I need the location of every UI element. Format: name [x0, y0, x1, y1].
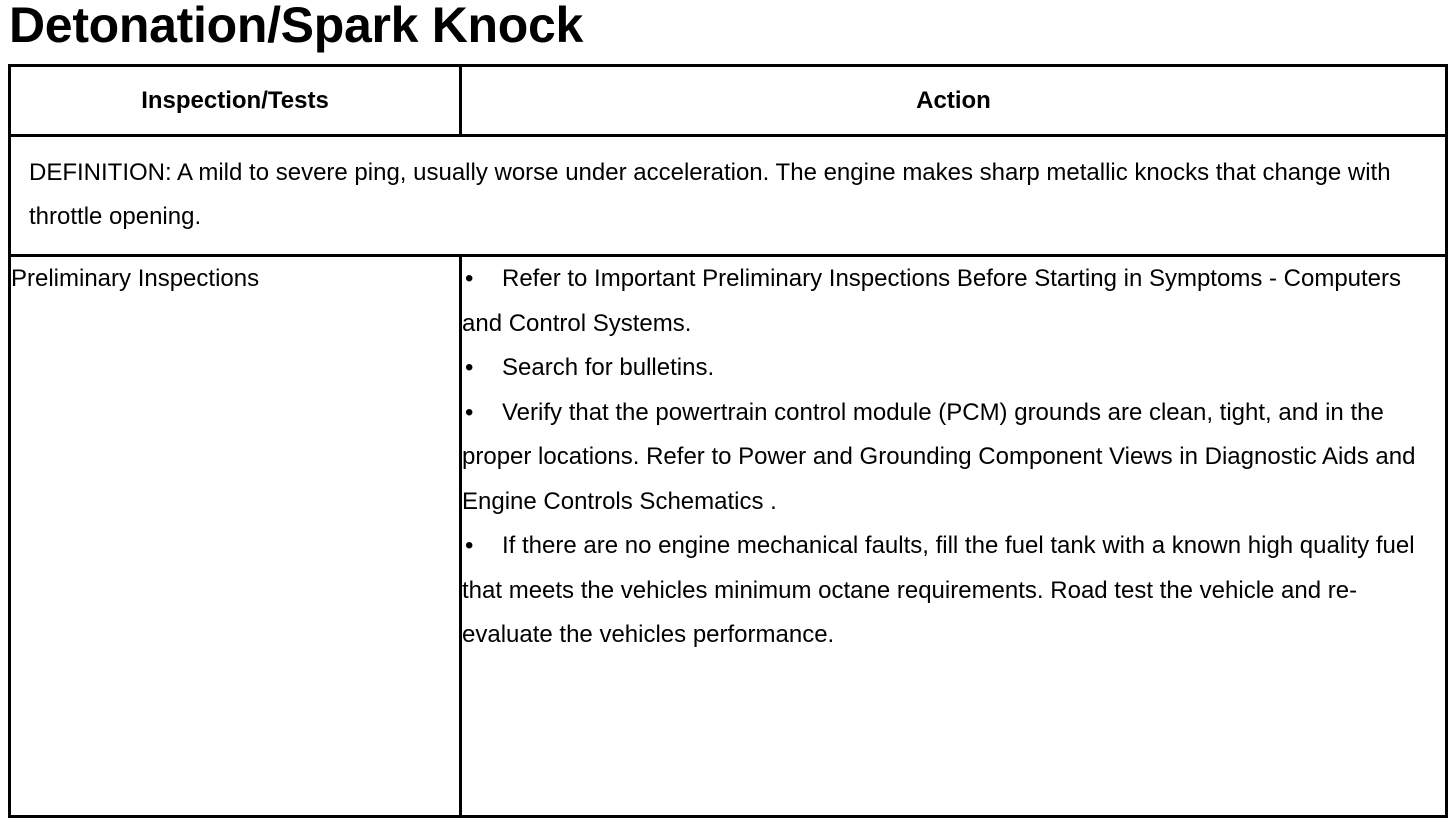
definition-row — [10, 136, 1447, 256]
action-item — [462, 257, 1445, 346]
page-title: Detonation/Spark Knock — [9, 0, 584, 53]
bullet-icon: • — [465, 265, 474, 292]
diagnostic-table — [8, 64, 1448, 818]
inspection-cell: Preliminary Inspections — [10, 256, 461, 817]
action-item-text: Search for bulletins. — [502, 354, 715, 381]
table-row — [10, 256, 1447, 817]
action-item — [462, 391, 1445, 525]
action-item — [462, 346, 1445, 391]
bullet-icon: • — [465, 398, 474, 426]
header-action: Action — [461, 66, 1447, 136]
table-header-row — [10, 66, 1447, 136]
action-item-text: Verify that the powertrain control module (PCM) grounds are clean, tight, and in the proper locations. Refer to Power and Grounding Component Views in Diagnostic Aids and Engine Controls Schematics . — [462, 398, 1416, 515]
bullet-icon: • — [465, 532, 474, 559]
header-inspection-tests: Inspection/Tests — [10, 66, 461, 136]
bullet-icon: • — [465, 354, 474, 381]
action-item-text: If there are no engine mechanical faults, fill the fuel tank with a known high quality fuel that meets the vehicles minimum octane requirements. Road test the vehicle and re-evaluate the vehicles performance. — [462, 532, 1415, 648]
definition-text: DEFINITION: A mild to severe ping, usually worse under acceleration. The engine makes sharp metallic knocks that change with throttle opening. — [10, 136, 1447, 256]
action-item — [462, 524, 1445, 658]
action-item-text: Refer to Important Preliminary Inspections Before Starting in Symptoms - Computers and Control Systems. — [462, 265, 1402, 337]
action-cell — [461, 256, 1447, 817]
